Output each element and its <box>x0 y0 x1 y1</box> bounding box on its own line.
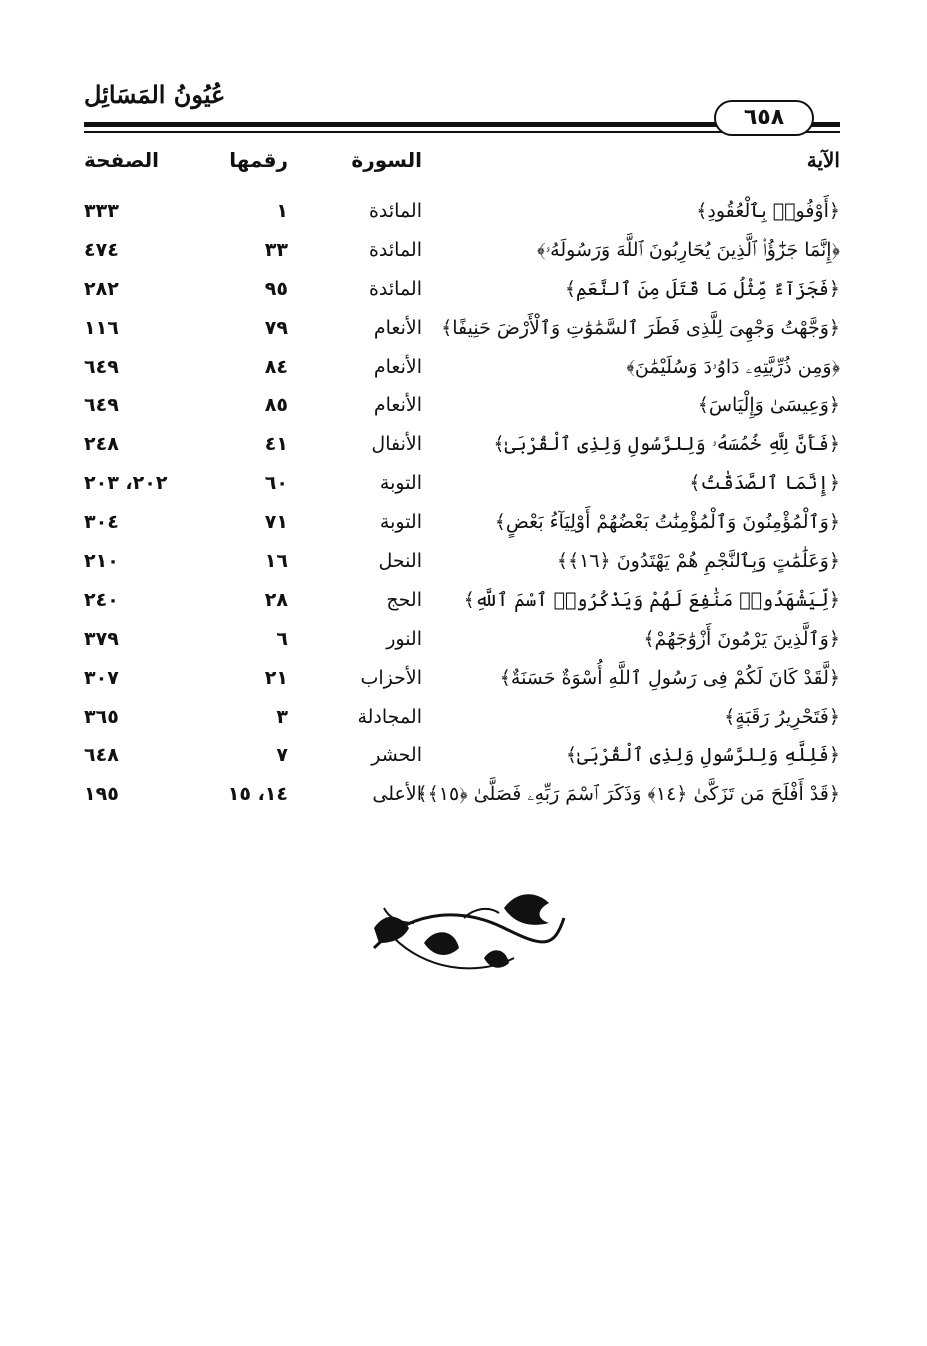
column-header-surah: السورة <box>351 148 422 172</box>
surah-cell: الأنعام <box>373 316 422 339</box>
table-row <box>84 744 840 783</box>
page-cell: ٢١٠ <box>84 550 119 573</box>
table-row <box>84 511 840 550</box>
table-row <box>84 278 840 317</box>
surah-cell: التوبة <box>379 472 422 495</box>
table-row <box>84 356 840 395</box>
ayah-cell: ﴿وَعِيسَىٰ وَإِلْيَاسَ﴾ <box>697 394 840 417</box>
table-header-row <box>84 148 840 188</box>
ayah-number-cell: ٨٤ <box>264 355 288 378</box>
table-row <box>84 589 840 628</box>
surah-cell: المائدة <box>368 238 422 261</box>
page-cell: ٢٤٨ <box>84 433 119 456</box>
surah-cell: الأنعام <box>373 355 422 378</box>
ayah-number-cell: ٧١ <box>264 511 288 534</box>
ayah-number-cell: ٤١ <box>264 433 288 456</box>
page-cell: ٦٤٨ <box>84 744 119 767</box>
page-cell: ٢٠٢، ٢٠٣ <box>84 472 168 495</box>
ayah-number-cell: ٢١ <box>264 666 288 689</box>
ayah-cell: ﴿إِنَّمَا ٱلصَّدَقَٰتُ﴾ <box>689 472 840 495</box>
page-cell: ١١٦ <box>84 316 119 339</box>
ayah-cell: ﴿فَجَزَآءٌ مِّثْلُ مَا قَتَلَ مِنَ ٱلنَّعَمِ﴾ <box>564 277 840 300</box>
ayah-cell: ﴿فَتَحْرِيرُ رَقَبَةٍ﴾ <box>724 705 840 728</box>
page-cell: ٢٨٢ <box>84 277 119 300</box>
ayah-number-cell: ٩٥ <box>264 277 288 300</box>
column-header-ayah: الآية <box>806 148 840 172</box>
table-row <box>84 783 840 822</box>
surah-cell: الأنعام <box>373 394 422 417</box>
book-title: عُيُونُ المَسَائِل <box>84 80 226 109</box>
table-body <box>84 200 840 822</box>
surah-cell: المجادلة <box>357 705 422 728</box>
page-number-badge: ٦٥٨ <box>714 100 814 136</box>
table-row <box>84 550 840 589</box>
page-cell: ٦٤٩ <box>84 394 119 417</box>
ayah-number-cell: ٣ <box>276 705 288 728</box>
page-cell: ٤٧٤ <box>84 238 119 261</box>
table-row <box>84 200 840 239</box>
page-cell: ٣٦٥ <box>84 705 119 728</box>
page-cell: ٢٤٠ <box>84 588 119 611</box>
page-cell: ١٩٥ <box>84 783 119 806</box>
ayah-number-cell: ٦ <box>276 627 288 650</box>
ayah-number-cell: ٧ <box>276 744 288 767</box>
table-row <box>84 239 840 278</box>
page-cell: ٦٤٩ <box>84 355 119 378</box>
column-header-number: رقمها <box>229 148 288 172</box>
surah-cell: النحل <box>378 550 422 573</box>
table-row <box>84 472 840 511</box>
ayah-cell: ﴿فَأَنَّ لِلَّهِ خُمُسَهُۥ وَلِلرَّسُولِ وَلِذِى ٱلْقُرْبَىٰ﴾ <box>493 433 840 456</box>
table-row <box>84 433 840 472</box>
table-row <box>84 667 840 706</box>
ayah-number-cell: ٧٩ <box>264 316 288 339</box>
floral-vine-ornament-icon <box>364 888 574 988</box>
surah-cell: الأعلى <box>372 783 422 806</box>
page-cell: ٣٠٤ <box>84 511 119 534</box>
surah-cell: النور <box>386 627 422 650</box>
ayah-number-cell: ١ <box>276 200 288 222</box>
ayah-cell: ﴿فَلِلَّهِ وَلِلرَّسُولِ وَلِذِى ٱلْقُرْبَىٰ﴾ <box>565 744 840 767</box>
ayah-cell: ﴿وَجَّهْتُ وَجْهِىَ لِلَّذِى فَطَرَ ٱلسَّمَٰوَٰتِ وَٱلْأَرْضَ حَنِيفًا﴾ <box>441 316 840 339</box>
column-header-page: الصفحة <box>84 148 160 172</box>
ayah-cell: ﴿وَعَلَٰمَٰتٍ وَبِٱلنَّجْمِ هُمْ يَهْتَدُونَ ﴿١٦﴾﴾ <box>556 550 840 573</box>
ayah-cell: ﴿إِنَّمَا جَزَٰٓؤُا۟ ٱلَّذِينَ يُحَارِبُونَ ٱللَّهَ وَرَسُولَهُۥ﴾ <box>537 238 840 261</box>
ayah-cell: ﴿قَدْ أَفْلَحَ مَن تَزَكَّىٰ ﴿١٤﴾ وَذَكَرَ ٱسْمَ رَبِّهِۦ فَصَلَّىٰ ﴿١٥﴾﴾ <box>416 783 840 806</box>
ayah-number-cell: ١٤، ١٥ <box>227 783 288 806</box>
ayah-cell: ﴿لَّقَدْ كَانَ لَكُمْ فِى رَسُولِ ٱللَّهِ أُسْوَةٌ حَسَنَةٌ﴾ <box>499 666 840 689</box>
page-cell: ٣٧٩ <box>84 627 119 650</box>
surah-cell: الحشر <box>371 744 422 767</box>
page-cell: ٣٠٧ <box>84 666 119 689</box>
table-row <box>84 317 840 356</box>
table-row <box>84 706 840 745</box>
surah-cell: الأنفال <box>371 433 422 456</box>
ayah-cell: ﴿وَٱلْمُؤْمِنُونَ وَٱلْمُؤْمِنَٰتُ بَعْضُهُمْ أَوْلِيَآءُ بَعْضٍ﴾ <box>494 511 840 534</box>
surah-cell: المائدة <box>368 277 422 300</box>
surah-cell: الحج <box>386 588 422 611</box>
ayah-number-cell: ٦٠ <box>264 472 288 495</box>
ayah-cell: ﴿وَمِن ذُرِّيَّتِهِۦ دَاوُۥدَ وَسُلَيْمَٰنَ﴾ <box>626 355 840 378</box>
ayah-cell: ﴿وَٱلَّذِينَ يَرْمُونَ أَزْوَٰجَهُمْ﴾ <box>643 627 840 650</box>
surah-cell: الأحزاب <box>360 666 422 689</box>
surah-cell: المائدة <box>368 200 422 222</box>
ayah-number-cell: ٢٨ <box>264 588 288 611</box>
ayah-number-cell: ٨٥ <box>264 394 288 417</box>
table-row <box>84 628 840 667</box>
ayah-number-cell: ١٦ <box>264 550 288 573</box>
ayah-number-cell: ٣٣ <box>264 238 288 261</box>
ayah-cell: ﴿لِّيَشْهَدُوا۟ مَنَٰفِعَ لَهُمْ وَيَذْكُرُوا۟ ٱسْمَ ٱللَّهِ﴾ <box>463 588 840 611</box>
table-row <box>84 394 840 433</box>
ayah-cell: ﴿أَوْفُوا۟ بِٱلْعُقُودِ﴾ <box>696 200 840 222</box>
surah-cell: التوبة <box>379 511 422 534</box>
ayah-index-table <box>84 148 840 822</box>
page-cell: ٣٣٣ <box>84 200 119 222</box>
